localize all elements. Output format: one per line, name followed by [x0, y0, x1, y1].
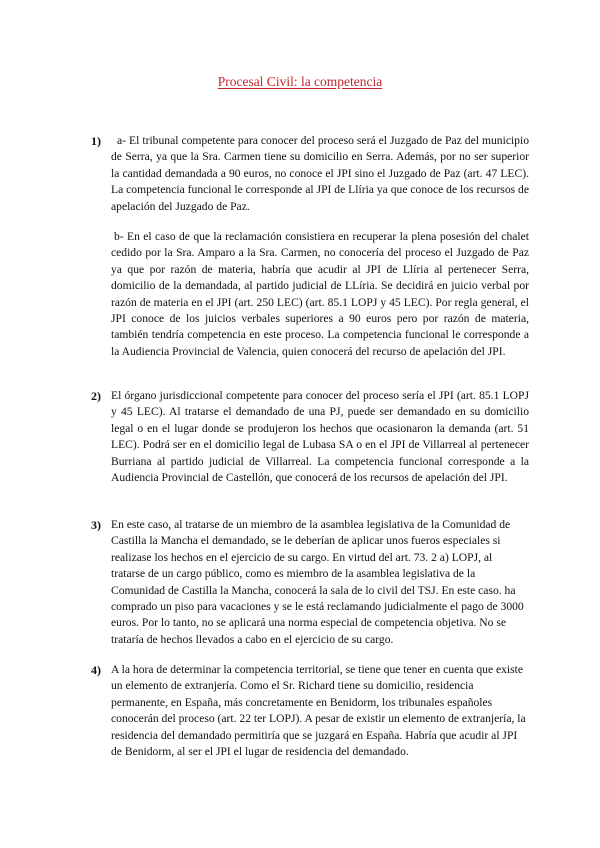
question-1	[91, 133, 529, 360]
question-number: 3)	[91, 518, 101, 532]
question-4	[91, 662, 529, 760]
page-title: Procesal Civil: la competencia	[217, 74, 383, 89]
answer-paragraph: b- En el caso de que la reclamación consistiera en recuperar la plena posesión del chalet cedido por la Sra. Amparo a la Sra. Carmen, no conocería del proceso el Juzgado de Paz ya que por razón de materia, habría que acudir al JPI de Llíria al pertenecer Serra, domicilio de la demandada, al partido judicial de LLíria. Se decidirá en juicio verbal por razón de materia en el JPI (art. 250 LEC) (art. 85.1 LOPJ y 45 LEC). Por regla general, el JPI conoce de los juicios verbales superiores a 90 euros pero por razón de materia, también tendría competencia en este proceso. La competencia funcional le corresponde a la Audiencia Provincial de Valencia, quien conocerá del recurso de apelación del JPI.	[111, 230, 529, 358]
answer-paragraph: A la hora de determinar la competencia territorial, se tiene que tener en cuenta que existe un elemento de extranjería. Como el Sr. Richard tiene su domicilio, residencia permanente, en España, más concretamente en Benidorm, los tribunales españoles conocerán del proceso (art. 22 ter LOPJ). A pesar de existir un elemento de extranjería, la residencia del demandado permitiría que se juzgará en España. Habría que acudir al JPI de Benidorm, al ser el JPI el lugar de residencia del demandado.	[111, 663, 526, 759]
answer-paragraph: En este caso, al tratarse de un miembro de la asamblea legislativa de la Comunidad de Castilla la Mancha el demandado, se le deberían de aplicar unos fueros especiales si realizase los hechos en el ejercicio de su cargo. En virtud del art. 73. 2 a) LOPJ, al tratarse de un cargo público, como es miembro de la asamblea legislativa de la Comunidad de Castilla la Mancha, conocerá la sala de lo civil del TSJ. En este caso. ha comprado un piso para vacaciones y se le está reclamando judicialmente el pago de 3000 euros. Por lo tanto, no se aplicará una norma especial de competencia objetiva. No se trataría de hechos llevados a cabo en el ejercicio de su cargo.	[111, 518, 524, 646]
question-3	[91, 517, 529, 648]
question-2	[91, 388, 529, 486]
question-number: 1)	[91, 134, 101, 148]
question-number: 2)	[91, 389, 101, 403]
answer-paragraph: a- El tribunal competente para conocer del proceso será el Juzgado de Paz del municipio de Serra, ya que la Sra. Carmen tiene su domicilio en Serra. Además, por no ser superior la cantidad demandada a 90 euros, no conoce el JPI sino el Juzgado de Paz (art. 47 LEC). La competencia funcional le corresponde al JPI de Llíria ya que conoce de los recursos de apelación del Juzgado de Paz.	[111, 134, 529, 213]
answer-paragraph: El órgano jurisdiccional competente para conocer del proceso sería el JPI (art. 85.1 LOPJ y 45 LEC). Al tratarse el demandado de una PJ, puede ser demandado en su domicilio legal o en el lugar donde se produjeron los hechos que ocasionaron la demanda (art. 51 LEC). Podrá ser en el domicilio legal de Lubasa SA o en el JPI de Villarreal al pertenecer Burriana al partido judicial de Villarreal. La competencia funcional corresponde a la Audiencia Provincial de Castellón, que conocerá de los recursos de apelación del JPI.	[111, 389, 529, 485]
question-number: 4)	[91, 663, 101, 677]
